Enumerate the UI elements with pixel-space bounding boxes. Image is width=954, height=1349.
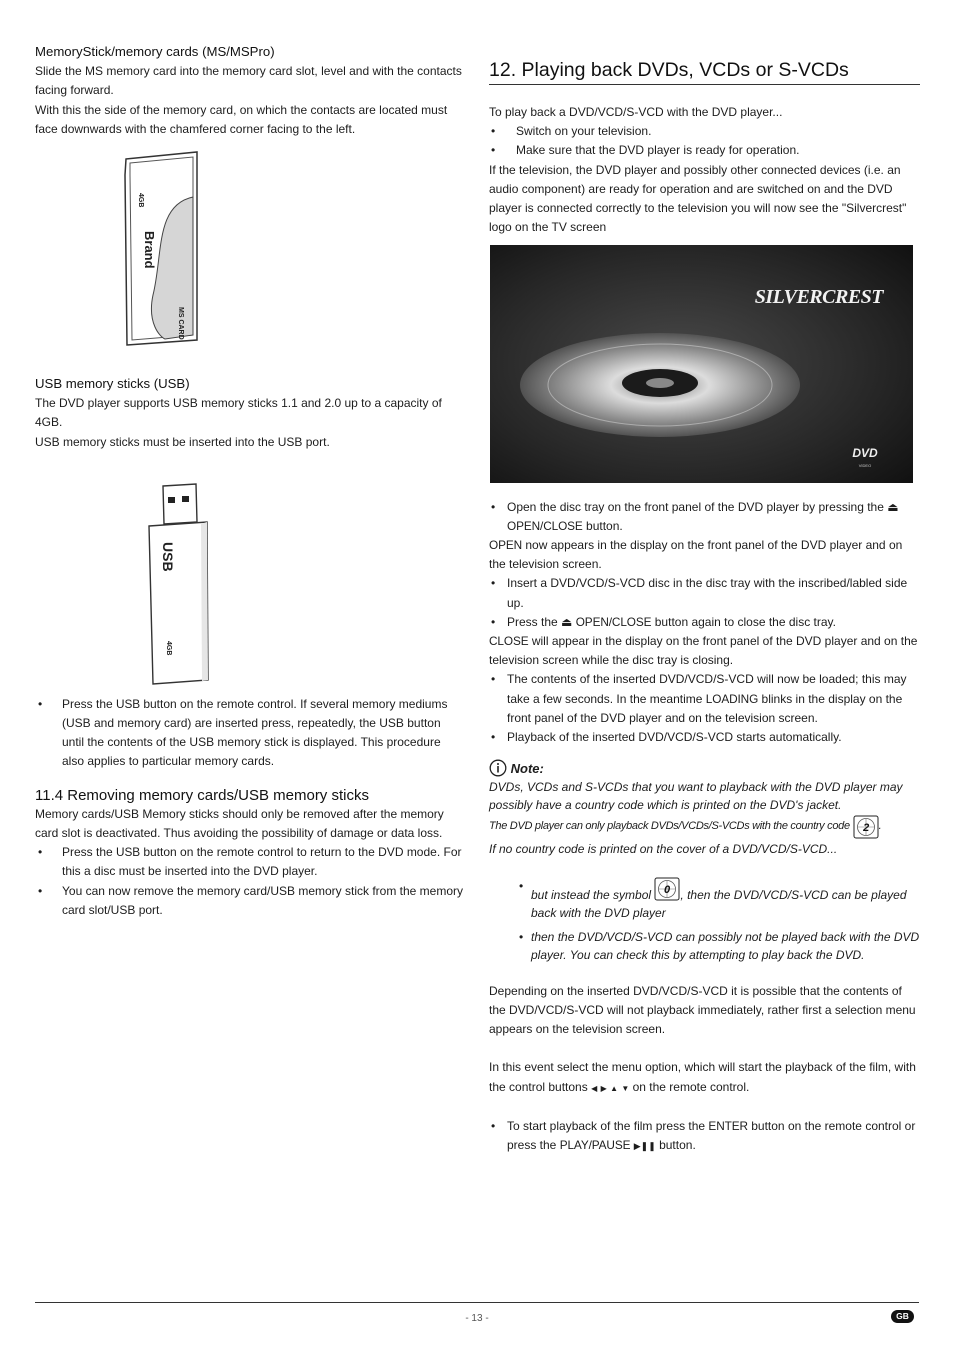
intro-paragraph: To play back a DVD/VCD/S-VCD with the DVD player... — [489, 105, 783, 119]
note-box — [489, 759, 920, 964]
tv-screen-illustration — [490, 245, 913, 483]
silvercrest-logo: SILVERCREST — [754, 286, 883, 309]
menu-paragraph: Depending on the inserted DVD/VCD/S-VCD it is possible that the contents of the DVD/VCD/S-VCD will not playback immediately, rather first a selection menu appears on the television screen. — [489, 983, 916, 1037]
insert-bullet-list — [489, 574, 920, 632]
list-item: • but instead the symbol 0 , then the DVD/VCD/S-VCD can be played back with the DVD player — [519, 877, 920, 922]
list-item: • Make sure that the DVD player is ready for operation. — [489, 141, 920, 160]
list-item: • Open the disc tray on the front panel of the DVD player by pressing the ⏏ OPEN/CLOSE button. — [489, 498, 920, 536]
region-code-0-icon — [654, 877, 680, 901]
dvd-logo: DVD — [852, 446, 878, 461]
usb-paragraph-1: The DVD player supports USB memory sticks 1.1 and 2.0 up to a capacity of 4GB. — [35, 396, 442, 430]
open-bullet-list — [489, 498, 920, 536]
arrow-right-icon: ▶ — [600, 1083, 607, 1093]
arrow-left-icon: ◀ — [591, 1083, 598, 1093]
close-paragraph: CLOSE will appear in the display on the front panel of the DVD player and on the television screen while the disc tray is closing. — [489, 634, 918, 668]
ms-card-brand: Brand — [142, 231, 157, 269]
usb-stick-capacity: 4GB — [165, 640, 172, 656]
usb-paragraph-2: USB memory sticks must be inserted into the USB port. — [35, 434, 330, 449]
ms-card-type: MS CARD — [177, 307, 184, 340]
select-paragraph: In this event select the menu option, which will start the playback of the film, with the control buttons ◀ ▶ ▲ ▼ on the remote control. — [489, 1060, 916, 1094]
list-item: • The contents of the inserted DVD/VCD/S-VCD will now be loaded; this may take a few seconds. In the meantime LOADING blinks in the display on the front panel of the DVD player and on the television screen. — [489, 670, 920, 728]
ms-paragraph-1: Slide the MS memory card into the memory card slot, level and with the contacts facing forward. — [35, 64, 462, 98]
page-title: 12. Playing back DVDs, VCDs or S-VCDs — [489, 58, 920, 85]
list-item: • Playback of the inserted DVD/VCD/S-VCD starts automatically. — [489, 728, 920, 747]
remove-paragraph: Memory cards/USB Memory sticks should only be removed after the memory card slot is deactivated. Thus avoiding the possibility of damage or data loss. — [35, 806, 444, 841]
remove-heading: 11.4 Removing memory cards/USB memory sticks — [35, 786, 369, 804]
footer-divider — [35, 1302, 919, 1303]
usb-stick-illustration — [35, 458, 465, 690]
list-item: • Switch on your television. — [489, 122, 920, 141]
prep-bullet-list — [489, 122, 920, 160]
eject-icon: ⏏ — [887, 499, 899, 514]
region-code-2-icon — [853, 815, 879, 839]
page-number: - 13 - — [465, 1313, 489, 1324]
play-pause-icon: ▶❚❚ — [633, 1140, 656, 1151]
usb-button-label: USB — [116, 696, 140, 711]
ms-card-illustration — [35, 145, 465, 367]
remove-bullet-list — [35, 843, 465, 920]
open-paragraph: OPEN now appears in the display on the front panel of the DVD player and on the television screen. — [489, 538, 903, 572]
list-item: • Press the ⏏ OPEN/CLOSE button again to close the disc tray. — [489, 613, 920, 632]
arrow-down-icon: ▼ — [621, 1083, 630, 1093]
note-bullet-list — [489, 877, 920, 964]
enter-bullet-list — [489, 1117, 920, 1156]
language-badge: GB — [891, 1310, 914, 1323]
ms-card-capacity: 4GB — [137, 193, 144, 208]
note-paragraph-3: If no country code is printed on the cover of a DVD/VCD/S-VCD... — [489, 841, 838, 856]
usb-stick-label: USB — [160, 541, 176, 572]
load-bullet-list — [489, 670, 920, 747]
usb-bullet-list — [35, 695, 465, 772]
ms-paragraph-2: With this the side of the memory card, on which the contacts are located must face downwards with the chamfered corner facing to the left. — [35, 102, 448, 136]
ready-paragraph: If the television, the DVD player and possibly other connected devices (i.e. an audio component) are ready for operation and are switched on and the DVD player is connected correctly to the television you will now see the "Silvercrest" logo on the TV screen — [489, 162, 907, 235]
note-paragraph-1: DVDs, VCDs and S-VCDs that you want to playback with the DVD player may possibly have a country code which is printed on the DVD's jacket. — [489, 780, 903, 813]
list-item: • You can now remove the memory card/USB memory stick from the memory card slot/USB port. — [35, 882, 465, 920]
eject-icon: ⏏ — [561, 614, 573, 629]
ms-heading: MemoryStick/memory cards (MS/MSPro) — [35, 44, 275, 59]
list-item: • To start playback of the film press the ENTER button on the remote control or press the PLAY/PAUSE ▶❚❚ button. — [489, 1117, 920, 1156]
arrow-up-icon: ▲ — [610, 1083, 618, 1093]
svg-text:0: 0 — [664, 883, 671, 896]
note-title: Note: — [510, 761, 544, 777]
list-item: • then the DVD/VCD/S-VCD can possibly not be played back with the DVD player. You can check this by attempting to play back the DVD. — [519, 928, 920, 964]
note-paragraph-2: The DVD player can only playback DVDs/VCDs/S-VCDs with the country code 2 . — [489, 814, 920, 838]
list-item: • Press the USB button on the remote control. If several memory mediums (USB and memory card) are inserted press, repeatedly, the USB button until the contents of the USB memory stick is displayed. This procedure also applies to particular memory cards. — [35, 695, 465, 772]
dvd-logo-sub: VIDEO — [858, 463, 872, 469]
svg-text:2: 2 — [862, 821, 869, 834]
usb-heading: USB memory sticks (USB) — [35, 376, 190, 392]
right-column — [489, 58, 920, 1156]
info-icon — [489, 759, 507, 777]
list-item: • Insert a DVD/VCD/S-VCD disc in the disc tray with the inscribed/labled side up. — [489, 574, 920, 612]
left-column — [35, 42, 465, 920]
list-item: • Press the USB button on the remote control to return to the DVD mode. For this a disc must be inserted into the DVD player. — [35, 843, 465, 881]
